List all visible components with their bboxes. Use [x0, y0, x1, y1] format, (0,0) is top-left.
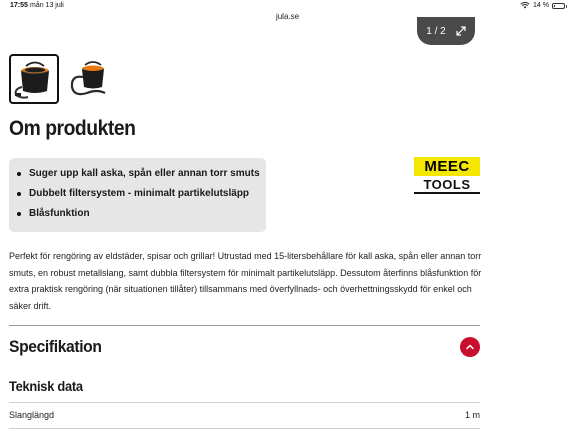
thumbnail-2[interactable]	[64, 54, 114, 104]
thumbnail-1[interactable]	[9, 54, 59, 104]
ash-vacuum-hose-image	[67, 57, 111, 101]
expand-icon[interactable]	[456, 26, 466, 36]
feature-item: Blåsfunktion	[29, 208, 266, 228]
brand-logo-line2: TOOLS	[414, 176, 480, 194]
chevron-up-icon	[465, 342, 475, 352]
url-bar[interactable]	[0, 12, 575, 21]
specification-heading[interactable]: Specifikation	[9, 337, 102, 356]
ash-vacuum-image	[12, 57, 56, 101]
divider	[9, 325, 480, 326]
feature-box	[9, 158, 266, 232]
specification-toggle-button[interactable]	[460, 337, 480, 357]
gallery-counter[interactable]	[417, 17, 475, 45]
feature-list	[29, 168, 266, 228]
status-bar	[0, 0, 575, 12]
brand-logo-line1: MEEC	[414, 157, 480, 176]
battery-icon	[552, 3, 565, 9]
product-description: Perfekt för rengöring av eldstäder, spisar och grillar! Utrustad med 15-litersbehållare för kall aska, spån eller annan torr smuts, en robust metallslang, samt dubbla filtersystem för minimalt partikelutsläpp. Dessutom återfinns blåsfunktion för extra praktisk rengöring (när situationen tillåter) tillsammans med överfyllnads- och överhettningsskydd för enkel och säker drift.	[9, 251, 482, 311]
status-right	[520, 2, 565, 9]
url-text: jula.se	[275, 12, 300, 21]
status-time: 17:55	[10, 2, 28, 9]
technical-data-heading: Teknisk data	[9, 378, 83, 394]
spec-row-label: Slanglängd	[9, 410, 55, 420]
divider	[9, 402, 480, 403]
feature-item: Suger upp kall aska, spån eller annan torr smuts	[29, 168, 266, 188]
brand-logo[interactable]	[414, 157, 480, 195]
feature-item: Dubbelt filtersystem - minimalt partikelutsläpp	[29, 188, 266, 208]
page-title: Om produkten	[9, 117, 136, 140]
spec-row-value: 1 m	[464, 410, 480, 420]
divider	[9, 428, 480, 429]
status-date: mån 13 juli	[30, 2, 64, 9]
battery-percent: 14 %	[533, 2, 549, 9]
gallery-counter-text: 1 / 2	[426, 25, 446, 37]
wifi-icon	[520, 2, 530, 9]
